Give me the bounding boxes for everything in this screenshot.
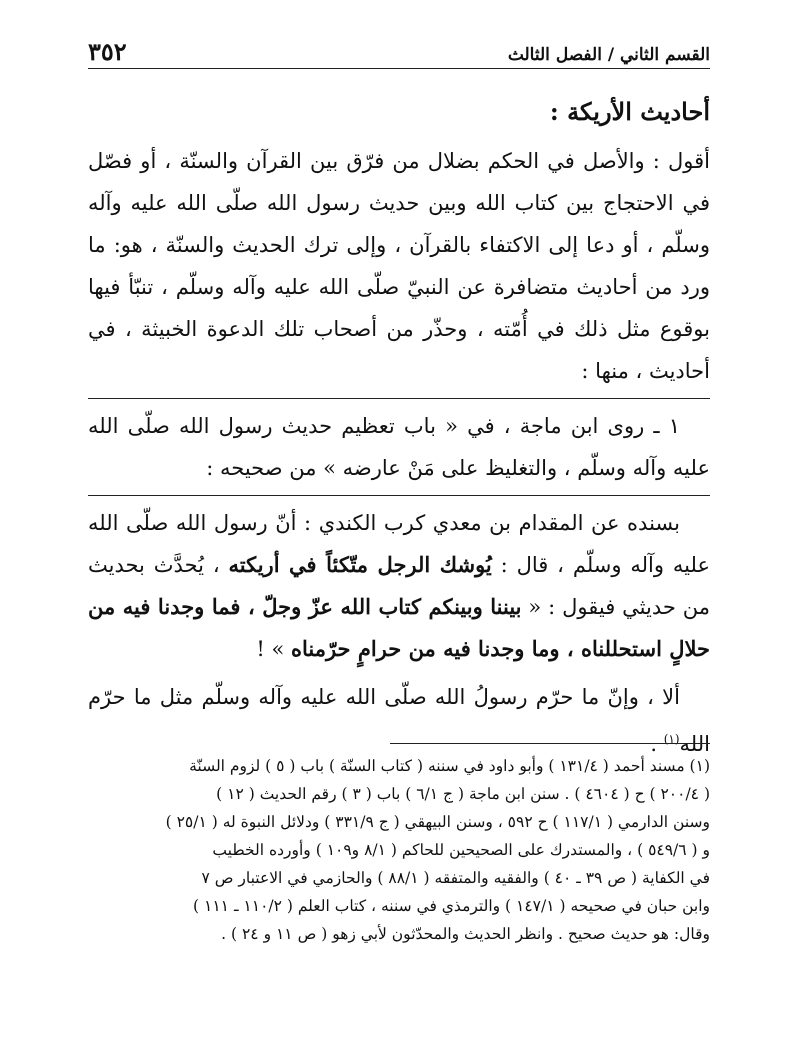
paragraph-divider xyxy=(88,495,710,496)
footnote-reference: (١) xyxy=(663,732,680,746)
main-text xyxy=(88,92,710,771)
footnote-line: (١) مسند أحمد ( ١٣١/٤ ) وأبو داود في سننه ( كتاب السنّة ) باب ( ٥ ) لزوم السنّة xyxy=(189,757,710,775)
footnote-line: وابن حبان في صحيحه ( ١٤٧/١ ) والترمذي في سننه ، كتاب العلم ( ١١٠/٢ ـ ١١١ ) xyxy=(193,897,710,915)
running-title: القسم الثاني / الفصل الثالث xyxy=(507,45,710,65)
footnotes xyxy=(88,752,710,948)
page-number: ٣٥٢ xyxy=(88,37,127,66)
hadith-bold-1: يُوشك الرجل متّكئاً في أريكته xyxy=(228,552,492,577)
section-heading: أحاديث الأريكة : xyxy=(549,97,710,126)
paragraph-1: أقول : والأصل في الحكم بضلال من فرّق بين القرآن والسنّة ، أو فصّل في الاحتجاج بين كتاب الله وبين حديث رسول الله صلّى الله عليه وآله وسلّم ، أو دعا إلى الاكتفاء بالقرآن ، وإلى ترك الحديث والسنّة ، هو: ما ورد من أحاديث متضافرة عن النبيّ صلّى الله عليه وآله وسلّم ، تنبّأ فيها بوقوع مثل ذلك في أُمّته ، وحذّر من أصحاب تلك الدعوة الخبيثة ، في أحاديث ، منها : xyxy=(88,149,710,383)
hadith-intro: بسنده عن المقدام بن معدي كرب الكندي : أنّ رسول الله صلّى الله عليه وآله وسلّم ، قال : xyxy=(88,511,710,577)
hadith-bold-2: بيننا وبينكم كتاب الله عزّ وجلّ ، فما وجدنا فيه من حلالٍ استحللناه ، وما وجدنا فيه من حرامٍ حرّمناه xyxy=(88,594,710,661)
footnote-line: في الكفاية ( ص ٣٩ ـ ٤٠ ) والفقيه والمتفقه ( ٨٨/١ ) والحازمي في الاعتبار ص ٧ xyxy=(201,869,710,887)
footnote-line: و ( ٥٤٩/٦ ) ، والمستدرك على الصحيحين للحاكم ( ٨/١ و١٠٩ ) وأورده الخطيب xyxy=(212,841,710,859)
footnote-line: وقال: هو حديث صحيح . وانظر الحديث والمحدّثون لأبي زهو ( ص ١١ و ٢٤ ) . xyxy=(221,925,710,943)
paragraph-2: ١ ـ روى ابن ماجة ، في « باب تعظيم حديث رسول الله صلّى الله عليه وآله وسلّم ، والتغليظ على مَنْ عارضه » من صحيحه : xyxy=(88,414,710,480)
page-header xyxy=(88,30,710,69)
footnote-line: وسنن الدارمي ( ١١٧/١ ) ح ٥٩٢ ، وسنن البيهقي ( ج ٣٣١/٩ ) ودلائل النبوة له ( ٢٥/١ ) xyxy=(165,813,710,831)
paragraph-divider xyxy=(88,398,710,399)
footnote-line: ( ٢٠٠/٤ ) ح ( ٤٦٠٤ ) . سنن ابن ماجة ( ج ٦/١ ) باب ( ٣ ) رقم الحديث ( ١٢ ) xyxy=(216,785,710,803)
paragraph-4-text: ألا ، وإنّ ما حرّم رسولُ الله صلّى الله عليه وآله وسلّم مثل ما حرّم الله xyxy=(88,685,710,756)
hadith-middle: ، يُحدَّث بحديث من حديثي فيقول : « xyxy=(88,553,710,619)
footnote-separator xyxy=(390,743,710,744)
paragraph-3 xyxy=(88,502,710,670)
hadith-end: » ! xyxy=(256,637,291,661)
paragraph-4-end: . xyxy=(650,732,664,756)
